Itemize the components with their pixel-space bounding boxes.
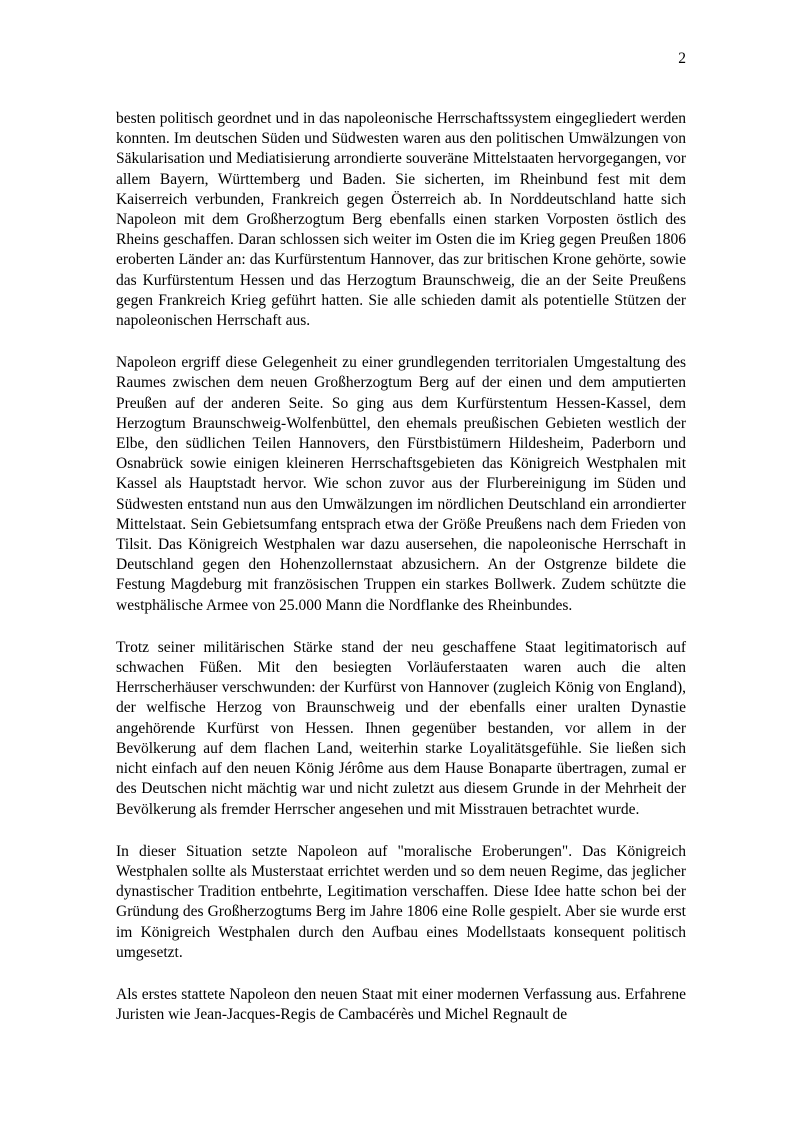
paragraph-5: Als erstes stattete Napoleon den neuen Staat mit einer modernen Verfassung aus. Erfahrene Juristen wie Jean-Jacques-Regis de Cambacérès und Michel Regnault de xyxy=(116,985,686,1024)
paragraph-1: besten politisch geordnet und in das napoleonische Herrschaftssystem eingegliedert werden konnten. Im deutschen Süden und Südwesten waren aus den politischen Umwälzungen von Säkularisation und Mediatisierung arrondierte souveräne Mittelstaaten hervorgegangen, vor allem Bayern, Württemberg und Baden. Sie sicherten, im Rheinbund fest mit dem Kaiserreich verbunden, Frankreich gegen Österreich ab. In Norddeutschland hatte sich Napoleon mit dem Großherzogtum Berg ebenfalls einen starken Vorposten östlich des Rheins geschaffen. Daran schlossen sich weiter im Osten die im Krieg gegen Preußen 1806 eroberten Länder an: das Kurfürstentum Hannover, das zur britischen Krone gehörte, sowie das Kurfürstentum Hessen und das Herzogtum Braunschweig, die an der Seite Preußens gegen Frankreich Krieg geführt hatten. Sie alle schieden damit als potentielle Stützen der napoleonischen Herrschaft aus. xyxy=(116,110,686,330)
paragraph-4: In dieser Situation setzte Napoleon auf "moralische Eroberungen". Das Königreich Westphalen sollte als Musterstaat errichtet werden und so dem neuen Regime, das jeglicher dynastischer Tradition entbehrte, Legitimation verschaffen. Diese Idee hatte schon bei der Gründung des Großherzogtums Berg im Jahre 1806 eine Rolle gespielt. Aber sie wurde erst im Königreich Westphalen durch den Aufbau eines Modellstaats konsequent politisch umgesetzt. xyxy=(116,842,686,961)
page-number: 2 xyxy=(678,50,686,67)
body-text xyxy=(116,109,686,1047)
paragraph-3: Trotz seiner militärischen Stärke stand der neu geschaffene Staat legitimatorisch auf schwachen Füßen. Mit den besiegten Vorläuferstaaten waren auch die alten Herrscherhäuser verschwunden: der Kurfürst von Hannover (zugleich König von England), der welfische Herzog von Braunschweig und der ebenfalls einer uralten Dynastie angehörende Kurfürst von Hessen. Ihnen gegenüber bestanden, vor allem in der Bevölkerung auf dem flachen Land, weiterhin starke Loyalitätsgefühle. Sie ließen sich nicht einfach auf den neuen König Jérôme aus dem Hause Bonaparte übertragen, zumal er des Deutschen nicht mächtig war und nicht zuletzt aus diesem Grunde in der Mehrheit der Bevölkerung als fremder Herrscher angesehen und mit Misstrauen betrachtet wurde. xyxy=(116,638,686,818)
paragraph-2: Napoleon ergriff diese Gelegenheit zu einer grundlegenden territorialen Umgestaltung des Raumes zwischen dem neuen Großherzogtum Berg auf der einen und dem amputierten Preußen auf der anderen Seite. So ging aus dem Kurfürstentum Hessen-Kassel, dem Herzogtum Braunschweig-Wolfenbüttel, den ehemals preußischen Gebieten westlich der Elbe, den südlichen Teilen Hannovers, den Fürstbistümern Hildesheim, Paderborn und Osnabrück sowie einigen kleineren Herrschaftsgebieten das Königreich Westphalen mit Kassel als Hauptstadt hervor. Wie schon zuvor aus der Flurbereinigung im Süden und Südwesten entstand nun aus den Umwälzungen im nördlichen Deutschland ein arrondierter Mittelstaat. Sein Gebietsumfang entsprach etwa der Größe Preußens nach dem Frieden von Tilsit. Das Königreich Westphalen war dazu ausersehen, die napoleonische Herrschaft in Deutschland gegen den Hohenzollernstaat abzusichern. An der Ostgrenze bildete die Festung Magdeburg mit französischen Truppen ein starkes Bollwerk. Zudem schützte die westphälische Armee von 25.000 Mann die Nordflanke des Rheinbundes. xyxy=(116,354,686,614)
